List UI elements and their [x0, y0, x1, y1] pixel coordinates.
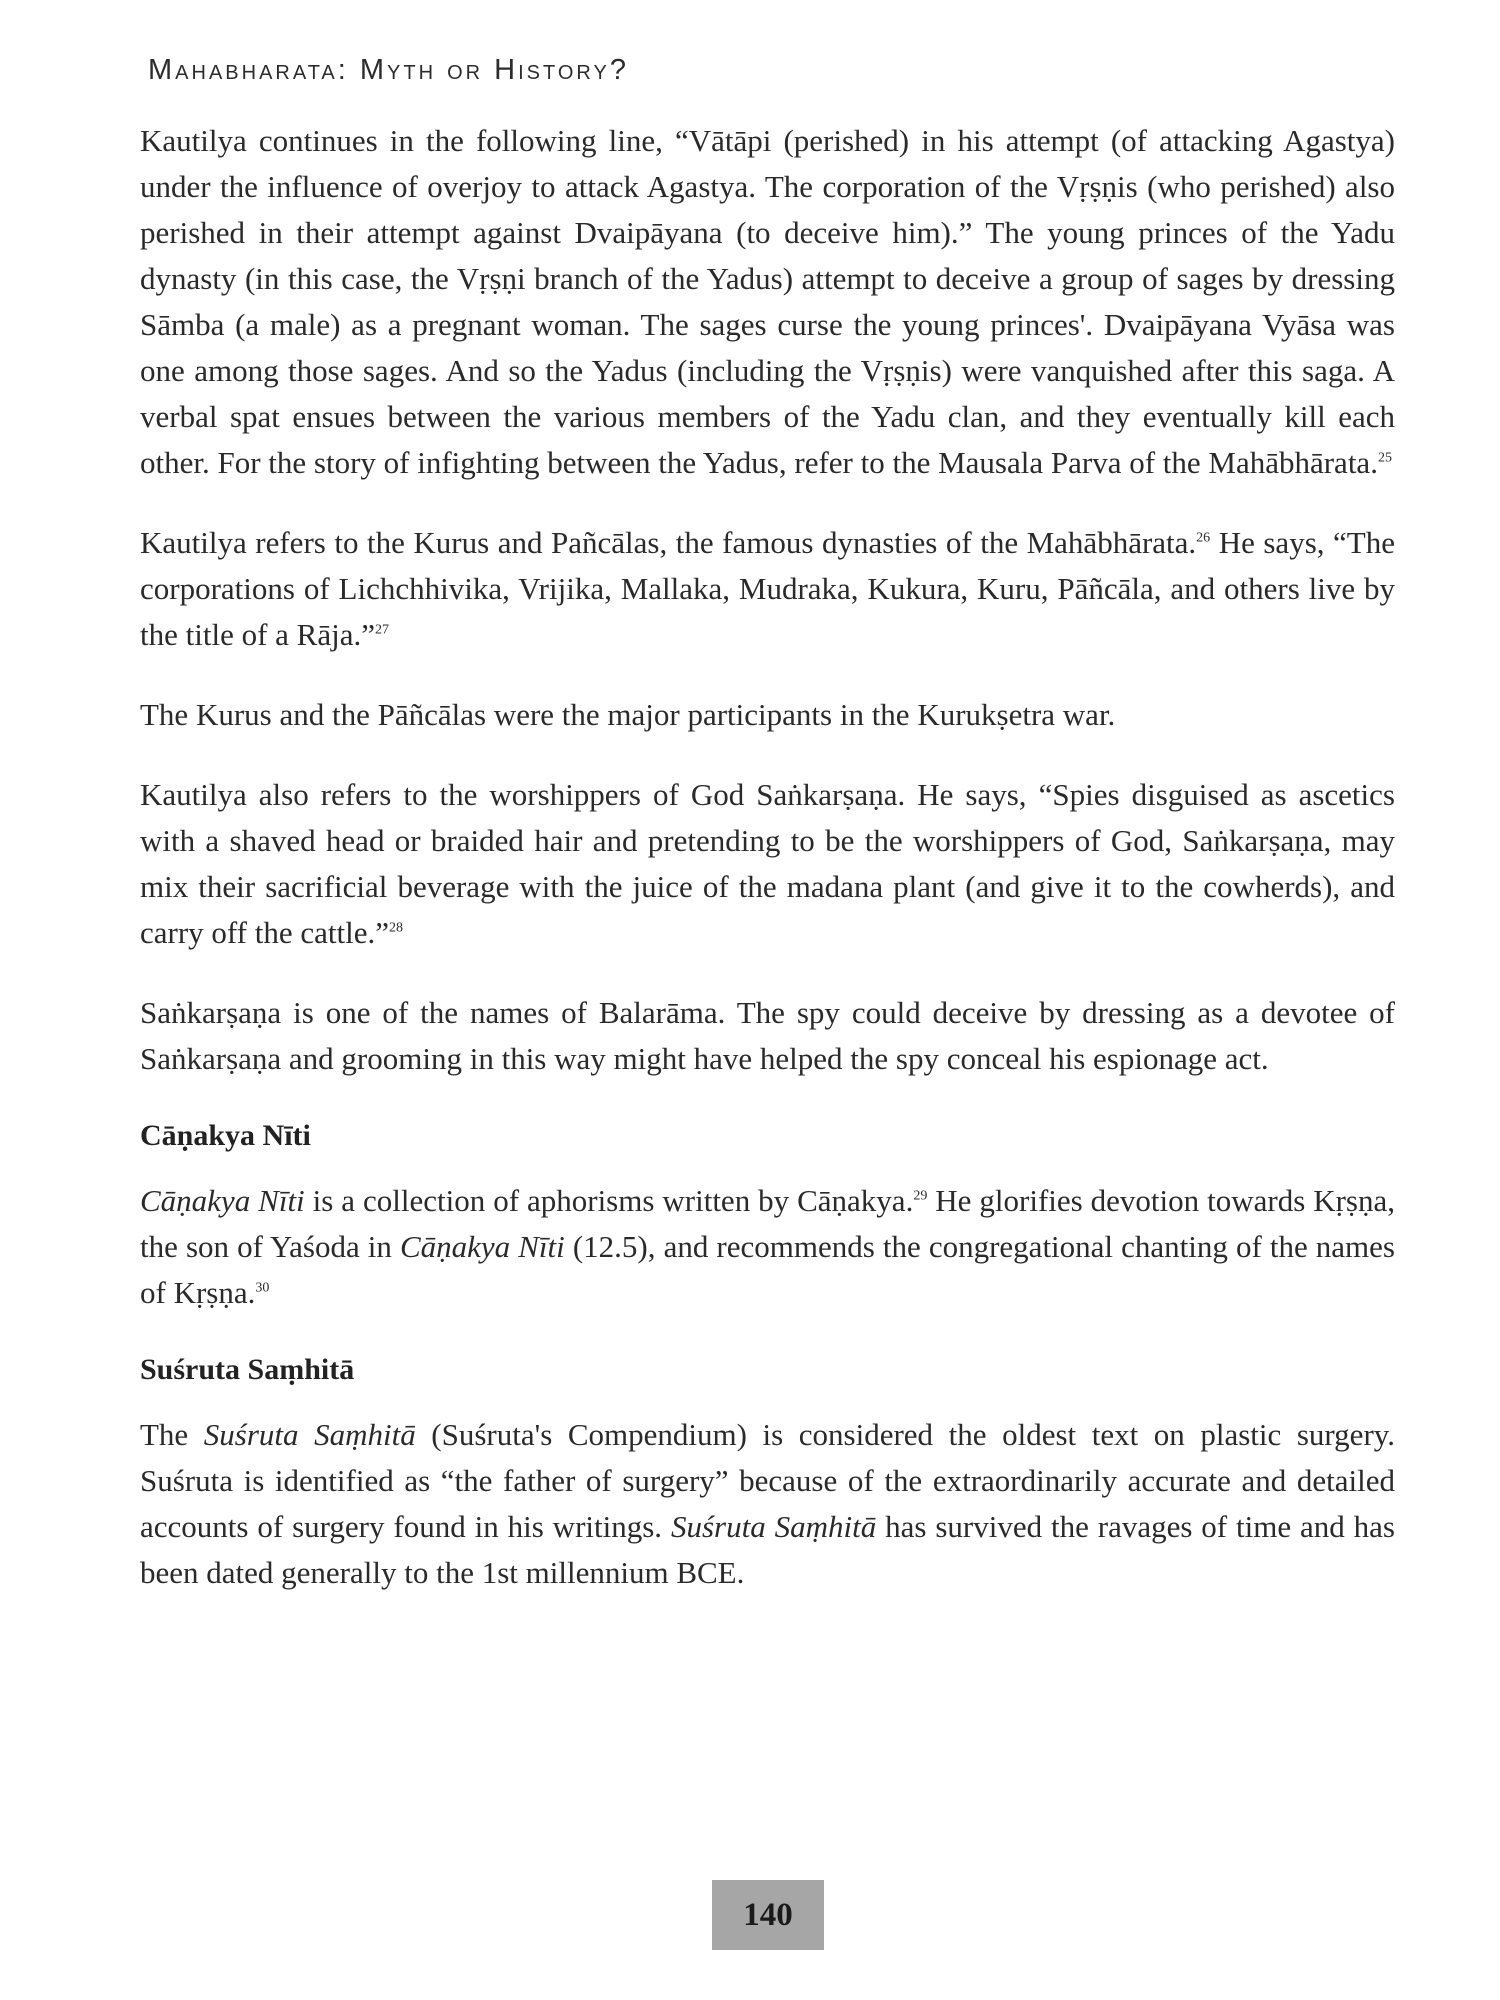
footnote-marker: 29 [913, 1188, 928, 1204]
footnote-marker: 28 [389, 920, 403, 936]
page-body [140, 118, 1395, 1630]
paragraph-text: Kautilya refers to the Kurus and Pañcālas, the famous dynasties of the Mahābhārata. [140, 525, 1197, 560]
paragraph-text: Kautilya also refers to the worshippers of God Saṅkarṣaṇa. He says, “Spies disguised as ascetics with a shaved head or braided hair and pretending to be the worshippers of God, Saṅkarṣaṇa, may mix their sacrificial beverage with the juice of the madana plant (and give it to the cowherds), and carry off the cattle.” [140, 777, 1395, 950]
paragraph-kuruksetra [140, 692, 1395, 738]
paragraph-sankarsana [140, 772, 1395, 956]
footnote-marker: 26 [1196, 530, 1211, 546]
paragraph-text: is a collection of aphorisms written by Cāṇakya. [304, 1183, 914, 1218]
page-number-box [712, 1880, 824, 1950]
paragraph-vatapi [140, 118, 1395, 486]
paragraph-kurus [140, 520, 1395, 658]
running-head: Mahabharata: Myth or History? [148, 54, 629, 86]
paragraph-susruta-samhita [140, 1412, 1395, 1596]
paragraph-text: He says, “The corporations of Lichchhivika, Vrijika, Mallaka, Mudraka, Kukura, Kuru, Pāñcāla, and others live by the title of a Rāja.” [140, 525, 1395, 652]
italic-title: Suśruta Saṃhitā [203, 1417, 416, 1452]
paragraph-balarama [140, 990, 1395, 1082]
footnote-marker: 30 [255, 1280, 270, 1296]
paragraph-text: He glorifies devotion towards Kṛṣṇa, the son of Yaśoda in [140, 1183, 1396, 1264]
italic-title: Cāṇakya Nīti [140, 1183, 305, 1218]
paragraph-text: (12.5), and recommends the congregational chanting of the names of Kṛṣṇa. [140, 1229, 1395, 1310]
footnote-marker: 27 [374, 622, 389, 638]
italic-title: Suśruta Saṃhitā [670, 1509, 877, 1544]
paragraph-text: The [140, 1417, 204, 1452]
paragraph-text: (Suśruta's Compendium) is considered the oldest text on plastic surgery. Suśruta is identified as “the father of surgery” because of the extraordinarily accurate and detailed accounts of surgery found in his writings. [140, 1417, 1395, 1544]
paragraph-text: The Kurus and the Pāñcālas were the major participants in the Kurukṣetra war. [140, 697, 1116, 732]
paragraph-canakya-niti [140, 1178, 1395, 1316]
paragraph-text: Saṅkarṣaṇa is one of the names of Balarāma. The spy could deceive by dressing as a devotee of Saṅkarṣaṇa and grooming in this way might have helped the spy conceal his espionage act. [140, 995, 1395, 1076]
footnote-marker: 25 [1377, 450, 1392, 466]
page-number: 140 [743, 1896, 793, 1933]
paragraph-text: Kautilya continues in the following line, “Vātāpi (perished) in his attempt (of attacking Agastya) under the influence of overjoy to attack Agastya. The corporation of the Vṛṣṇis (who perished) also perished in their attempt against Dvaipāyana (to deceive him).” The young princes of the Yadu dynasty (in this case, the Vṛṣṇi branch of the Yadus) attempt to deceive a group of sages by dressing Sāmba (a male) as a pregnant woman. The sages curse the young princes'. Dvaipāyana Vyāsa was one among those sages. And so the Yadus (including the Vṛṣṇis) were vanquished after this saga. A verbal spat ensues between the various members of the Yadu clan, and they eventually kill each other. For the story of infighting between the Yadus, refer to the Mausala Parva of the Mahābhārata. [140, 123, 1395, 480]
section-heading-susruta-samhita: Suśruta Saṃhitā [140, 1353, 355, 1386]
section-heading-canakya-niti: Cāṇakya Nīti [140, 1119, 311, 1152]
paragraph-text: has survived the ravages of time and has been dated generally to the 1st millennium BCE. [140, 1509, 1395, 1590]
italic-title: Cāṇakya Nīti [399, 1229, 565, 1264]
